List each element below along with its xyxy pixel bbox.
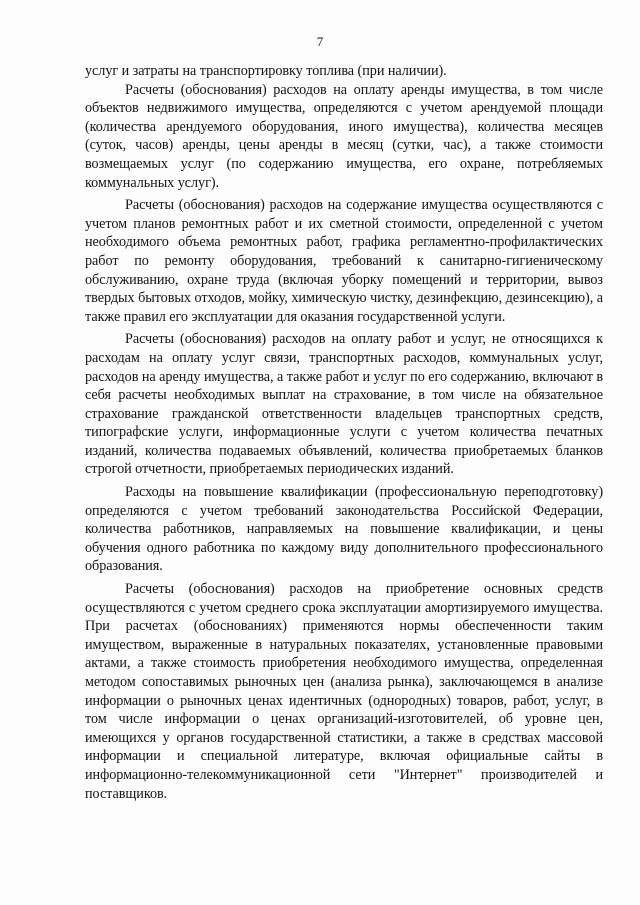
paragraph-other-services: Расчеты (обоснования) расходов на оплату работ и услуг, не относящихся к расходам на оплату услуг связи, транспортных расходов, коммунальных услуг, расходов на аренду имущества, а также работ и услуг по его содержанию, включают в себя расчеты необходимых выплат на страхование, в том числе на обязательное страхование гражданской ответственности владельцев транспортных средств, типографские услуги, информационные услуги с учетом количества печатных изданий, количества подаваемых объявлений, количества приобретаемых бланков строгой отчетности, приобретаемых периодических изданий. <box>85 331 603 478</box>
paragraph-rent: Расчеты (обоснования) расходов на оплату аренды имущества, в том числе объектов недвижимого имущества, определяются с учетом арендуемой площади (количества арендуемого оборудования, иного имущества), количества месяцев (суток, часов) аренды, цены аренды в месяц (сутки, час), а также стоимости возмещаемых услуг (по содержанию имущества, его охране, потребляемых коммунальных услуг). <box>85 81 603 191</box>
paragraph-fixed-assets: Расчеты (обоснования) расходов на приобретение основных средств осуществляются с учетом среднего срока эксплуатации амортизируемого имущества. При расчетах (обоснованиях) применяются нормы обеспеченности таким имуществом, выраженные в натуральных показателях, установленные правовыми актами, а также стоимость приобретения необходимого имущества, определенная методом сопоставимых рыночных цен (анализа рынка), заключающемся в анализе информации о рыночных ценах идентичных (однородных) товаров, работ, услуг, в том числе информации о ценах организаций-изготовителей, об уровне цен, имеющихся у органов государственной статистики, а также в средствах массовой информации и специальной литературе, включая официальные сайты в информационно-телекоммуникационной сети "Интернет" производителей и поставщиков. <box>85 581 603 802</box>
page-number: 7 <box>316 34 324 49</box>
paragraph-continuation: услуг и затраты на транспортировку топлива (при наличии). <box>85 63 447 79</box>
paragraph-maintenance: Расчеты (обоснования) расходов на содержание имущества осуществляются с учетом планов ремонтных работ и их сметной стоимости, определенной с учетом необходимого объема ремонтных работ, графика регламентно-профилактических работ по ремонту оборудования, требований к санитарно-гигиеническому обслуживанию, охране труда (включая уборку помещений и территории, вывоз твердых бытовых отходов, мойку, химическую чистку, дезинфекцию, дезинсекцию), а также правил его эксплуатации для оказания государственной услуги. <box>85 197 603 325</box>
paragraph-qualification: Расходы на повышение квалификации (профессиональную переподготовку) определяются с учетом требований законодательства Российской Федерации, количества работников, направляемых на повышение квалификации, и цены обучения одного работника по каждому виду дополнительного профессионального образования. <box>85 484 603 575</box>
document-body <box>85 62 603 803</box>
